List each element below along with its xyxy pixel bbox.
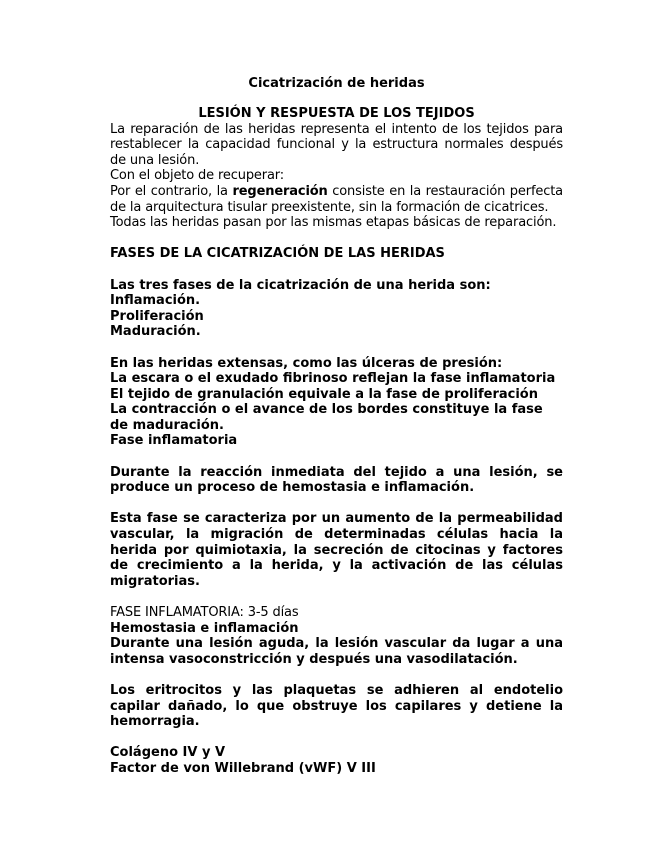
extensas-intro: En las heridas extensas, como las úlceras de presión:: [110, 355, 503, 371]
regen-post-text: consiste en la restauración perfecta de la arquitectura tisular preexistente, sin la formación de cicatrices.: [110, 183, 563, 215]
document-title: Cicatrización de heridas: [248, 76, 425, 91]
document-page: [110, 76, 563, 777]
factor-line: Factor de von Willebrand (vWF) V III: [110, 760, 376, 776]
section-heading-lesion: LESIÓN Y RESPUESTA DE LOS TEJIDOS: [198, 106, 475, 121]
fase-item: Inflamación.: [110, 293, 201, 309]
section-heading-fases: FASES DE LA CICATRIZACIÓN DE LAS HERIDAS: [110, 246, 445, 262]
regen-pre-text: Por el contrario, la: [110, 183, 233, 199]
extensas-item: La escara o el exudado fibrinoso reflejan la fase inflamatoria: [110, 371, 556, 387]
regen-bold-term: regeneración: [232, 183, 328, 199]
regeneracion-paragraph: [110, 184, 563, 215]
extensas-item: El tejido de granulación equivale a la fase de proliferación: [110, 386, 538, 402]
lesion-aguda-paragraph: Durante una lesión aguda, la lesión vascular da lugar a una intensa vasoconstricción y después una vasodilatación.: [110, 636, 563, 667]
fase-item: Maduración.: [110, 324, 201, 340]
eritrocitos-paragraph: Los eritrocitos y las plaquetas se adhieren al endotelio capilar dañado, lo que obstruye los capilares y detiene la hemorragia.: [110, 682, 563, 730]
extensas-item: Fase inflamatoria: [110, 433, 238, 449]
fase-caracteriza-paragraph: Esta fase se caracteriza por un aumento de la permeabilidad vascular, la migración de determinadas células hacia la herida por quimiotaxia, la secreción de citocinas y factores de crecimiento a la herida, y la activación de las células migratorias.: [110, 511, 563, 589]
todas-heridas-line: Todas las heridas pasan por las mismas etapas básicas de reparación.: [110, 215, 557, 231]
colageno-line: Colágeno IV y V: [110, 745, 226, 761]
extensas-item: La contracción o el avance de los bordes constituye la fase de maduración.: [110, 402, 543, 433]
reaccion-paragraph: Durante la reacción inmediata del tejido a una lesión, se produce un proceso de hemostasia e inflamación.: [110, 464, 563, 496]
fase-inflamatoria-line: FASE INFLAMATORIA: 3-5 días: [110, 605, 299, 620]
intro-paragraph: La reparación de las heridas representa el intento de los tejidos para restablecer la capacidad funcional y la estructura normales después de una lesión.: [110, 121, 563, 168]
fase-item: Proliferación: [110, 308, 204, 324]
objeto-line: Con el objeto de recuperar:: [110, 168, 284, 184]
tres-fases-intro: Las tres fases de la cicatrización de una herida son:: [110, 277, 491, 293]
hemostasia-heading: Hemostasia e inflamación: [110, 620, 299, 636]
